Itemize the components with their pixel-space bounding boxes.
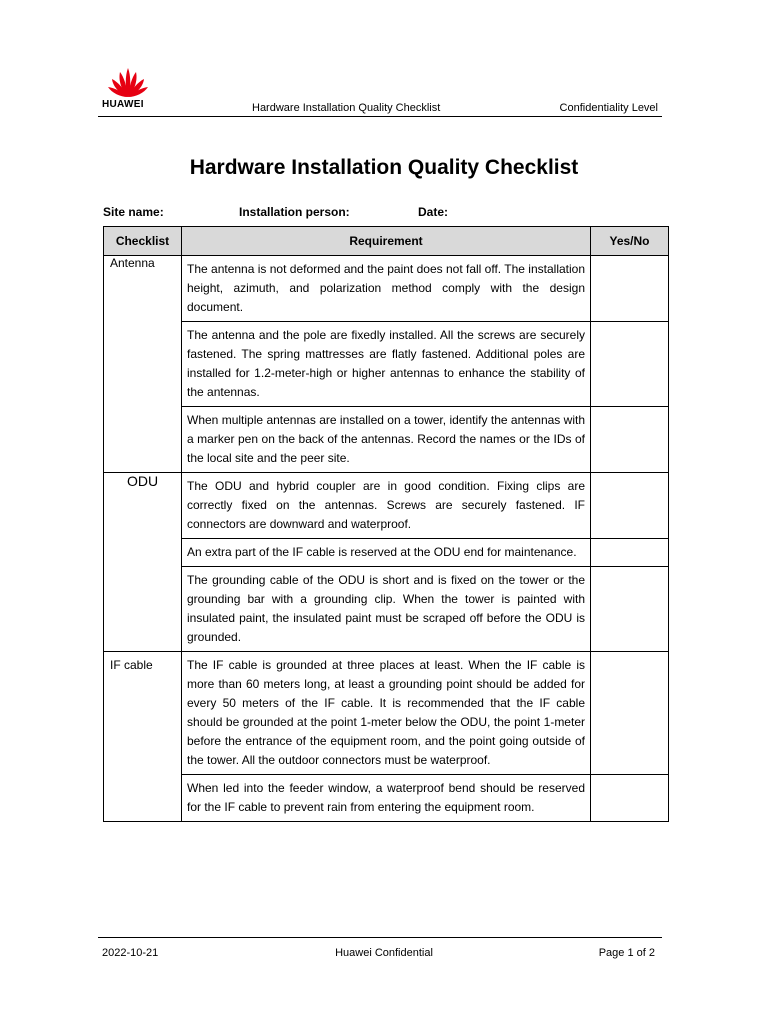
- footer-page-number: Page 1 of 2: [598, 947, 655, 959]
- yes-no-cell[interactable]: [591, 775, 669, 822]
- category-odu: [104, 473, 182, 652]
- requirement-cell: When led into the feeder window, a waterproof bend should be reserved for the IF cable to prevent rain from entering the equipment room.: [182, 775, 591, 822]
- table-row: [104, 775, 669, 822]
- table-row: [104, 256, 669, 322]
- site-name-label: Site name:: [103, 205, 164, 219]
- installation-person-label: Installation person:: [239, 205, 350, 219]
- huawei-logo: [102, 66, 154, 110]
- checklist-table: [103, 226, 669, 822]
- logo-text: HUAWEI: [102, 99, 144, 110]
- document-title: Hardware Installation Quality Checklist: [189, 156, 579, 179]
- requirement-cell: When multiple antennas are installed on a tower, identify the antennas with a marker pen on the back of the antennas. Record the names or the IDs of the local site and the peer site.: [182, 407, 591, 473]
- requirement-cell: The antenna is not deformed and the paint does not fall off. The installation height, azimuth, and polarization method comply with the design document.: [182, 256, 591, 322]
- footer-date: 2022-10-21: [102, 947, 159, 959]
- header-confidentiality: Confidentiality Level: [559, 102, 658, 114]
- table-row: [104, 322, 669, 407]
- yes-no-cell[interactable]: [591, 473, 669, 539]
- requirement-cell: An extra part of the IF cable is reserved at the ODU end for maintenance.: [182, 539, 591, 567]
- requirement-cell: The ODU and hybrid coupler are in good condition. Fixing clips are correctly fixed on the antennas. Screws are securely fastened. IF connectors are downward and waterproof.: [182, 473, 591, 539]
- table-row: [104, 567, 669, 652]
- category-antenna: Antenna: [104, 256, 182, 473]
- category-if-cable: IF cable: [104, 652, 182, 822]
- table-row: [104, 539, 669, 567]
- yes-no-cell[interactable]: [591, 652, 669, 775]
- yes-no-cell[interactable]: [591, 256, 669, 322]
- table-header-row: [104, 227, 669, 256]
- requirement-cell: The grounding cable of the ODU is short and is fixed on the tower or the grounding bar with a grounding clip. When the tower is painted with insulated paint, the insulated paint must be scraped off before the ODU is grounded.: [182, 567, 591, 652]
- category-odu-label: ODU: [126, 473, 159, 489]
- header-yes-no: Yes/No: [591, 227, 669, 256]
- requirement-cell: The IF cable is grounded at three places at least. When the IF cable is more than 60 meters long, at least a grounding point should be added for every 50 meters of the IF cable. It is recommended that the IF cable should be grounded at the point 1-meter below the ODU, the point 1-meter before the entrance of the equipment room, and the point going outside of the tower. All the outdoor connectors must be waterproof.: [182, 652, 591, 775]
- yes-no-cell[interactable]: [591, 539, 669, 567]
- header-divider: [98, 116, 662, 117]
- yes-no-cell[interactable]: [591, 407, 669, 473]
- header-title: Hardware Installation Quality Checklist: [252, 102, 441, 114]
- yes-no-cell[interactable]: [591, 567, 669, 652]
- table-row: [104, 473, 669, 539]
- header-requirement: Requirement: [182, 227, 591, 256]
- table-row: [104, 407, 669, 473]
- yes-no-cell[interactable]: [591, 322, 669, 407]
- header-checklist: Checklist: [104, 227, 182, 256]
- footer-confidential: Huawei Confidential: [335, 947, 433, 959]
- requirement-cell: The antenna and the pole are fixedly installed. All the screws are securely fastened. The spring mattresses are flatly fastened. Additional poles are installed for 1.2-meter-high or higher antennas to enhance the stability of the antennas.: [182, 322, 591, 407]
- date-label: Date:: [418, 205, 449, 219]
- footer-divider: [98, 937, 662, 938]
- table-row: [104, 652, 669, 775]
- huawei-petals-icon: [107, 66, 149, 98]
